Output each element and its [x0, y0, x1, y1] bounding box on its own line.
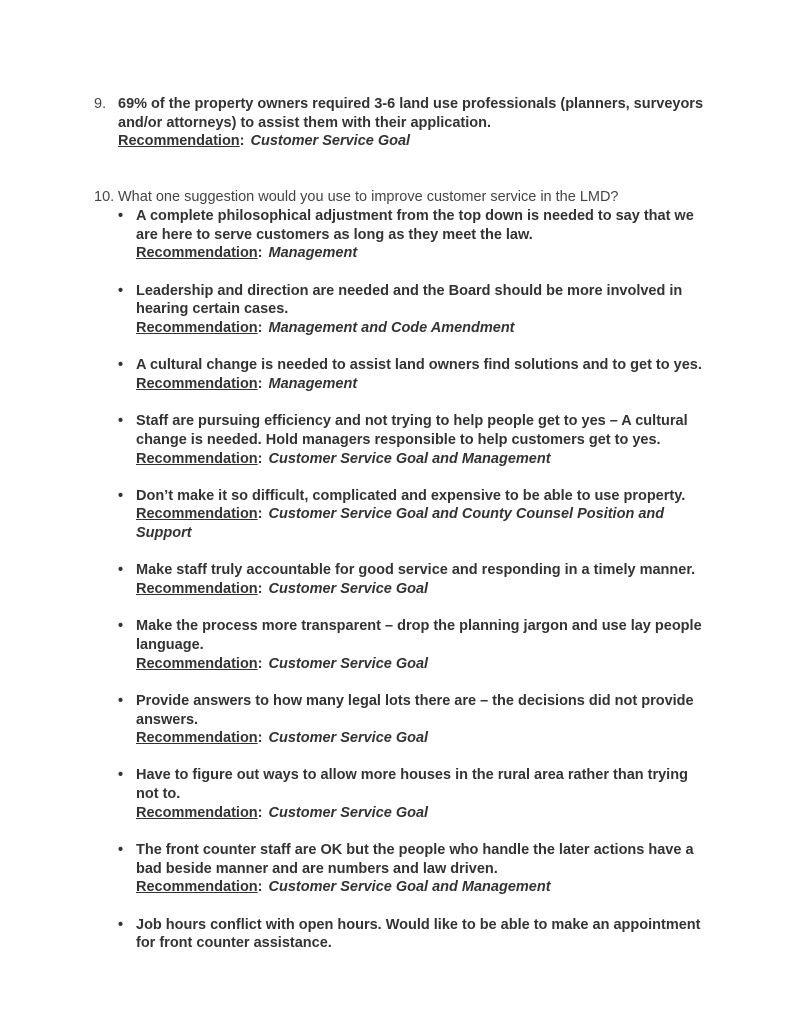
recommendation-colon: :	[257, 506, 263, 523]
suggestion-text: Have to figure out ways to allow more houses in the rural area rather than trying not to.	[136, 767, 688, 803]
bullet-glyph: •	[118, 487, 124, 504]
bullet-glyph: •	[118, 413, 124, 430]
recommendation-label: Recommendation	[136, 506, 258, 523]
recommendation-label: Recommendation	[136, 245, 258, 262]
recommendation-value: Management	[268, 245, 358, 262]
recommendation-line	[136, 450, 708, 469]
suggestion-text: Don’t make it so difficult, complicated and expensive to be able to use property.	[136, 487, 686, 504]
list-item	[118, 617, 708, 673]
recommendation-colon: :	[257, 450, 263, 467]
suggestion-text: Make the process more transparent – drop the planning jargon and use lay people language.	[136, 618, 702, 653]
recommendation-colon: :	[257, 581, 263, 598]
recommendation-label: Recommendation	[136, 730, 258, 747]
recommendation-colon: :	[257, 245, 263, 262]
bullet-glyph: •	[118, 767, 124, 784]
recommendation-line	[136, 878, 708, 897]
recommendation-line	[136, 505, 708, 542]
suggestion-text: A cultural change is needed to assist land owners find solutions and to get to yes.	[136, 357, 702, 374]
list-item	[118, 561, 708, 598]
recommendation-colon: :	[257, 804, 263, 821]
recommendation-value: Management and Code Amendment	[268, 320, 515, 337]
recommendation-label: Recommendation	[136, 804, 258, 821]
recommendation-colon: :	[257, 730, 263, 747]
suggestion-text: Staff are pursuing efficiency and not trying to help people get to yes – A cultural change is needed. Hold managers responsible to help customers get to yes.	[136, 413, 688, 448]
list-item	[118, 766, 708, 822]
recommendation-value: Customer Service Goal and Management	[268, 879, 551, 896]
bullet-glyph: •	[118, 357, 124, 374]
recommendation-line	[118, 132, 714, 151]
list-item	[118, 692, 708, 748]
bullet-glyph: •	[118, 282, 124, 299]
recommendation-value: Customer Service Goal	[268, 581, 429, 598]
suggestion-list	[118, 207, 708, 972]
recommendation-line	[136, 580, 708, 599]
recommendation-value: Customer Service Goal	[250, 133, 411, 150]
bullet-glyph: •	[118, 842, 124, 859]
recommendation-label: Recommendation	[136, 375, 258, 392]
suggestion-text: Leadership and direction are needed and the Board should be more involved in hearing certain cases.	[136, 282, 683, 318]
list-item	[118, 487, 708, 543]
list-item	[118, 841, 708, 897]
suggestion-text: Provide answers to how many legal lots there are – the decisions did not provide answers.	[136, 692, 694, 728]
recommendation-colon: :	[257, 879, 263, 896]
bullet-glyph: •	[118, 692, 124, 709]
bullet-glyph: •	[118, 618, 124, 635]
list-item	[118, 356, 708, 393]
recommendation-colon: :	[257, 655, 263, 672]
recommendation-label: Recommendation	[136, 320, 258, 337]
suggestion-text: A complete philosophical adjustment from the top down is needed to say that we are here to serve customers as long as they meet the law.	[136, 208, 694, 243]
recommendation-label: Recommendation	[136, 581, 258, 598]
recommendation-line	[136, 244, 708, 263]
numbered-item-9	[94, 95, 714, 151]
recommendation-line	[136, 319, 708, 338]
recommendation-value: Customer Service Goal	[268, 730, 429, 747]
recommendation-line	[136, 655, 708, 674]
bullet-glyph: •	[118, 208, 124, 224]
list-item	[118, 207, 708, 263]
recommendation-value: Customer Service Goal and County Counsel Position and Support	[136, 506, 665, 542]
recommendation-label: Recommendation	[136, 655, 258, 672]
recommendation-label: Recommendation	[136, 450, 258, 467]
item-number: 10.	[94, 189, 115, 205]
suggestion-text: Make staff truly accountable for good service and responding in a timely manner.	[136, 562, 696, 579]
recommendation-line	[136, 375, 708, 394]
question-text: What one suggestion would you use to improve customer service in the LMD?	[118, 189, 619, 205]
recommendation-value: Customer Service Goal	[268, 655, 429, 672]
recommendation-value: Management	[268, 375, 358, 392]
list-item	[118, 916, 708, 953]
item-text: 69% of the property owners required 3-6 land use professionals (planners, surveyors and/or attorneys) to assist them with their application.	[118, 96, 704, 131]
recommendation-line	[136, 729, 708, 748]
numbered-item-10	[94, 188, 714, 207]
recommendation-label: Recommendation	[136, 879, 258, 896]
recommendation-colon: :	[257, 320, 263, 337]
recommendation-value: Customer Service Goal and Management	[268, 450, 551, 467]
recommendation-line	[136, 804, 708, 823]
bullet-glyph: •	[118, 562, 124, 579]
recommendation-label: Recommendation	[118, 133, 240, 150]
item-number: 9.	[94, 96, 107, 112]
list-item	[118, 282, 708, 338]
recommendation-colon: :	[239, 133, 245, 150]
list-item	[118, 412, 708, 468]
bullet-glyph: •	[118, 916, 124, 933]
recommendation-value: Customer Service Goal	[268, 804, 429, 821]
recommendation-colon: :	[257, 375, 263, 392]
suggestion-text: Job hours conflict with open hours. Would like to be able to make an appointment for front counter assistance.	[136, 916, 701, 952]
suggestion-text: The front counter staff are OK but the people who handle the later actions have a bad beside manner and are numbers and law driven.	[136, 842, 694, 877]
